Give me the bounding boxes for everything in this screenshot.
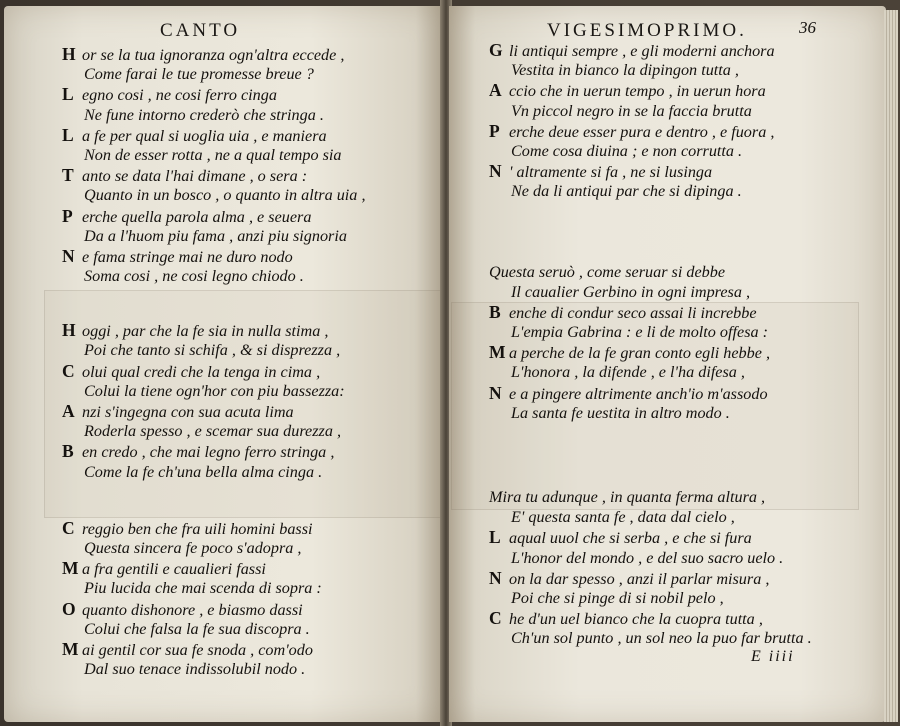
verse-text: erche deue esser pura e dentro , e fuora , — [509, 122, 775, 141]
verse-line — [489, 568, 812, 588]
verse-text: enche di condur seco assai li increbbe — [509, 303, 757, 322]
stanza — [489, 487, 812, 649]
verse-line — [489, 403, 812, 423]
verse-text: nzi s'ingegna con sua acuta lima — [82, 403, 294, 421]
initial-capital: M — [62, 558, 79, 579]
verse-text: La santa fe uestita in altro modo . — [511, 403, 730, 422]
verse-line — [62, 165, 366, 185]
verse-line — [62, 381, 366, 401]
verse-text: Colui che falsa la fe sua discopra . — [84, 619, 310, 638]
verse-line — [489, 181, 812, 201]
verse-line — [489, 161, 812, 181]
verse-text: olui qual credi che la tenga in cima , — [82, 362, 321, 381]
verse-line — [489, 60, 812, 80]
verse-line — [62, 64, 366, 84]
verse-line — [489, 548, 812, 568]
initial-capital: M — [62, 638, 79, 659]
verse-line — [489, 507, 812, 527]
verse-line — [62, 599, 366, 619]
verse-line — [489, 121, 812, 141]
verse-text: e fama stringe mai ne duro nodo — [82, 247, 293, 266]
verse-text: Il caualier Gerbino in ogni impresa , — [511, 282, 751, 301]
verse-line — [62, 361, 366, 381]
initial-capital: N — [489, 161, 502, 182]
verse-text: ai gentil cor sua fe snoda , com'odo — [82, 640, 313, 659]
initial-capital: A — [489, 80, 502, 101]
verse-text: a fe per qual si uoglia uia , e maniera — [82, 126, 327, 145]
initial-capital: B — [489, 301, 501, 322]
verse-text: Come farai le tue promesse breue ? — [84, 65, 314, 84]
verse-line — [62, 105, 366, 125]
verse-line — [489, 608, 812, 628]
verse-text: ' altramente si fa , ne si lusinga — [509, 163, 713, 182]
initial-capital: L — [62, 84, 74, 105]
verse-text: L'honor del mondo , e del suo sacro uelo . — [511, 548, 784, 567]
verse-line — [62, 441, 366, 461]
verse-text: erche quella parola alma , e seuera — [82, 207, 312, 226]
verse-text: Questa seruò , come seruar si debbe — [489, 262, 726, 281]
verse-line — [62, 340, 366, 360]
verse-line — [489, 342, 812, 362]
verse-text: aqual uuol che si serba , e che si fura — [509, 529, 752, 548]
verse-line — [62, 206, 366, 226]
verse-line — [489, 302, 812, 322]
verse-text: Colui la tiene ogn'hor con piu bassezza: — [84, 381, 345, 400]
verse-line — [489, 262, 812, 282]
verse-line — [62, 538, 366, 558]
verse-text: Piu lucida che mai scenda di sopra : — [84, 579, 322, 598]
verse-text: L'honora , la difende , e l'ha difesa , — [511, 363, 745, 382]
verse-line — [62, 145, 366, 165]
verse-text: Come cosa diuina ; e non corrutta . — [511, 141, 743, 160]
verse-line — [489, 40, 812, 60]
verse-line — [489, 527, 812, 547]
initial-capital: C — [62, 360, 75, 381]
verse-text: Ne fune intorno crederò che stringa . — [84, 105, 324, 124]
verse-text: ccio che in uerun tempo , in uerun hora — [509, 82, 766, 101]
verse-text: he d'un uel bianco che la cuopra tutta , — [509, 610, 763, 629]
initial-capital: N — [489, 382, 502, 403]
verse-text: or se la tua ignoranza ogn'altra eccede , — [82, 46, 345, 64]
verse-text: Ne da li antiqui par che si dipinga . — [511, 182, 742, 201]
verse-line — [489, 322, 812, 342]
verse-text: Vn piccol negro in se la faccia brutta — [511, 101, 752, 120]
verse-line — [62, 639, 366, 659]
running-head-left: CANTO — [160, 20, 241, 41]
verse-text: Quanto in un bosco , o quanto in altra uia , — [84, 186, 366, 205]
verse-text: a fra gentili e caualieri fassi — [82, 560, 266, 579]
verse-text: Vestita in bianco la dipingon tutta , — [511, 61, 739, 80]
verse-line — [62, 185, 366, 205]
verse-line — [62, 246, 366, 266]
verse-line — [62, 558, 366, 578]
initial-capital: T — [62, 165, 74, 186]
verse-text: li antiqui sempre , e gli moderni anchora — [509, 42, 775, 60]
verse-text: Questa sincera fe poco s'adopra , — [84, 538, 302, 557]
stanza — [489, 40, 812, 202]
initial-capital: B — [62, 441, 74, 462]
verse-line — [62, 44, 366, 64]
initial-capital: L — [62, 124, 74, 145]
verse-line — [489, 383, 812, 403]
verse-text: quanto dishonore , e biasmo dassi — [82, 600, 303, 619]
initial-capital: L — [489, 527, 501, 548]
verse-text: Poi che tanto si schifa , & si disprezza , — [84, 341, 341, 360]
verse-line — [62, 125, 366, 145]
left-verse-block — [62, 44, 366, 679]
verse-text: Ch'un sol punto , un sol neo la puo far brutta . — [511, 629, 812, 648]
verse-line — [62, 226, 366, 246]
stanza — [62, 44, 366, 286]
verse-line — [62, 421, 366, 441]
initial-capital: C — [62, 517, 75, 538]
verse-line — [489, 282, 812, 302]
verse-line — [62, 659, 366, 679]
verse-text: egno cosi , ne cosi ferro cinga — [82, 86, 277, 105]
verse-line — [62, 518, 366, 538]
verse-line — [62, 320, 366, 340]
initial-capital: N — [62, 245, 75, 266]
verse-text: Non de esser rotta , ne a qual tempo sia — [84, 145, 342, 164]
verse-text: Come la fe ch'una bella alma cinga . — [84, 462, 323, 481]
verse-line — [489, 141, 812, 161]
verse-line — [489, 362, 812, 382]
page-number: 36 — [799, 18, 816, 37]
verse-line — [62, 401, 366, 421]
verse-text: Poi che si pinge di si nobil pelo , — [511, 588, 724, 607]
left-page — [4, 6, 442, 722]
verse-text: anto se data l'hai dimane , o sera : — [82, 167, 308, 186]
verse-text: Mira tu adunque , in quanta ferma altura , — [489, 488, 766, 506]
verse-line — [489, 101, 812, 121]
initial-capital: G — [489, 40, 503, 60]
verse-text: Soma cosi , ne cosi legno chiodo . — [84, 267, 304, 286]
stanza — [62, 320, 366, 482]
verse-line — [489, 588, 812, 608]
verse-text: E' questa santa fe , data dal cielo , — [511, 508, 735, 527]
verse-text: Roderla spesso , e scemar sua durezza , — [84, 422, 342, 441]
right-page — [449, 6, 886, 722]
initial-capital: H — [62, 320, 76, 341]
initial-capital: N — [489, 567, 502, 588]
verse-text: en credo , che mai legno ferro stringa , — [82, 443, 335, 462]
verse-line — [489, 628, 812, 648]
stanza — [62, 518, 366, 680]
signature-mark: E iiii — [751, 648, 795, 665]
initial-capital: H — [62, 44, 76, 64]
running-head-right: VIGESIMOPRIMO. — [547, 20, 747, 41]
verse-line — [62, 578, 366, 598]
verse-text: e a pingere altrimente anch'io m'assodo — [509, 384, 768, 403]
verse-text: Dal suo tenace indissolubil nodo . — [84, 660, 306, 679]
initial-capital: P — [489, 120, 500, 141]
verse-text: oggi , par che la fe sia in nulla stima , — [82, 322, 329, 341]
right-verse-block — [489, 40, 812, 649]
verse-line — [489, 80, 812, 100]
verse-line — [62, 462, 366, 482]
verse-line — [62, 84, 366, 104]
initial-capital: A — [62, 401, 75, 421]
verse-line — [489, 487, 812, 507]
page-edges — [884, 10, 898, 722]
verse-line — [62, 619, 366, 639]
verse-line — [62, 266, 366, 286]
initial-capital: M — [489, 342, 506, 363]
stanza — [489, 262, 812, 424]
initial-capital: P — [62, 205, 73, 226]
verse-text: on la dar spesso , anzi il parlar misura , — [509, 569, 770, 588]
verse-text: L'empia Gabrina : e li de molto offesa : — [511, 323, 769, 342]
initial-capital: C — [489, 608, 502, 629]
verse-text: a perche de la fe gran conto egli hebbe , — [509, 344, 771, 363]
verse-text: reggio ben che fra uili homini bassi — [82, 519, 313, 538]
verse-text: Da a l'huom piu fama , anzi piu signoria — [84, 226, 347, 245]
initial-capital: O — [62, 598, 76, 619]
